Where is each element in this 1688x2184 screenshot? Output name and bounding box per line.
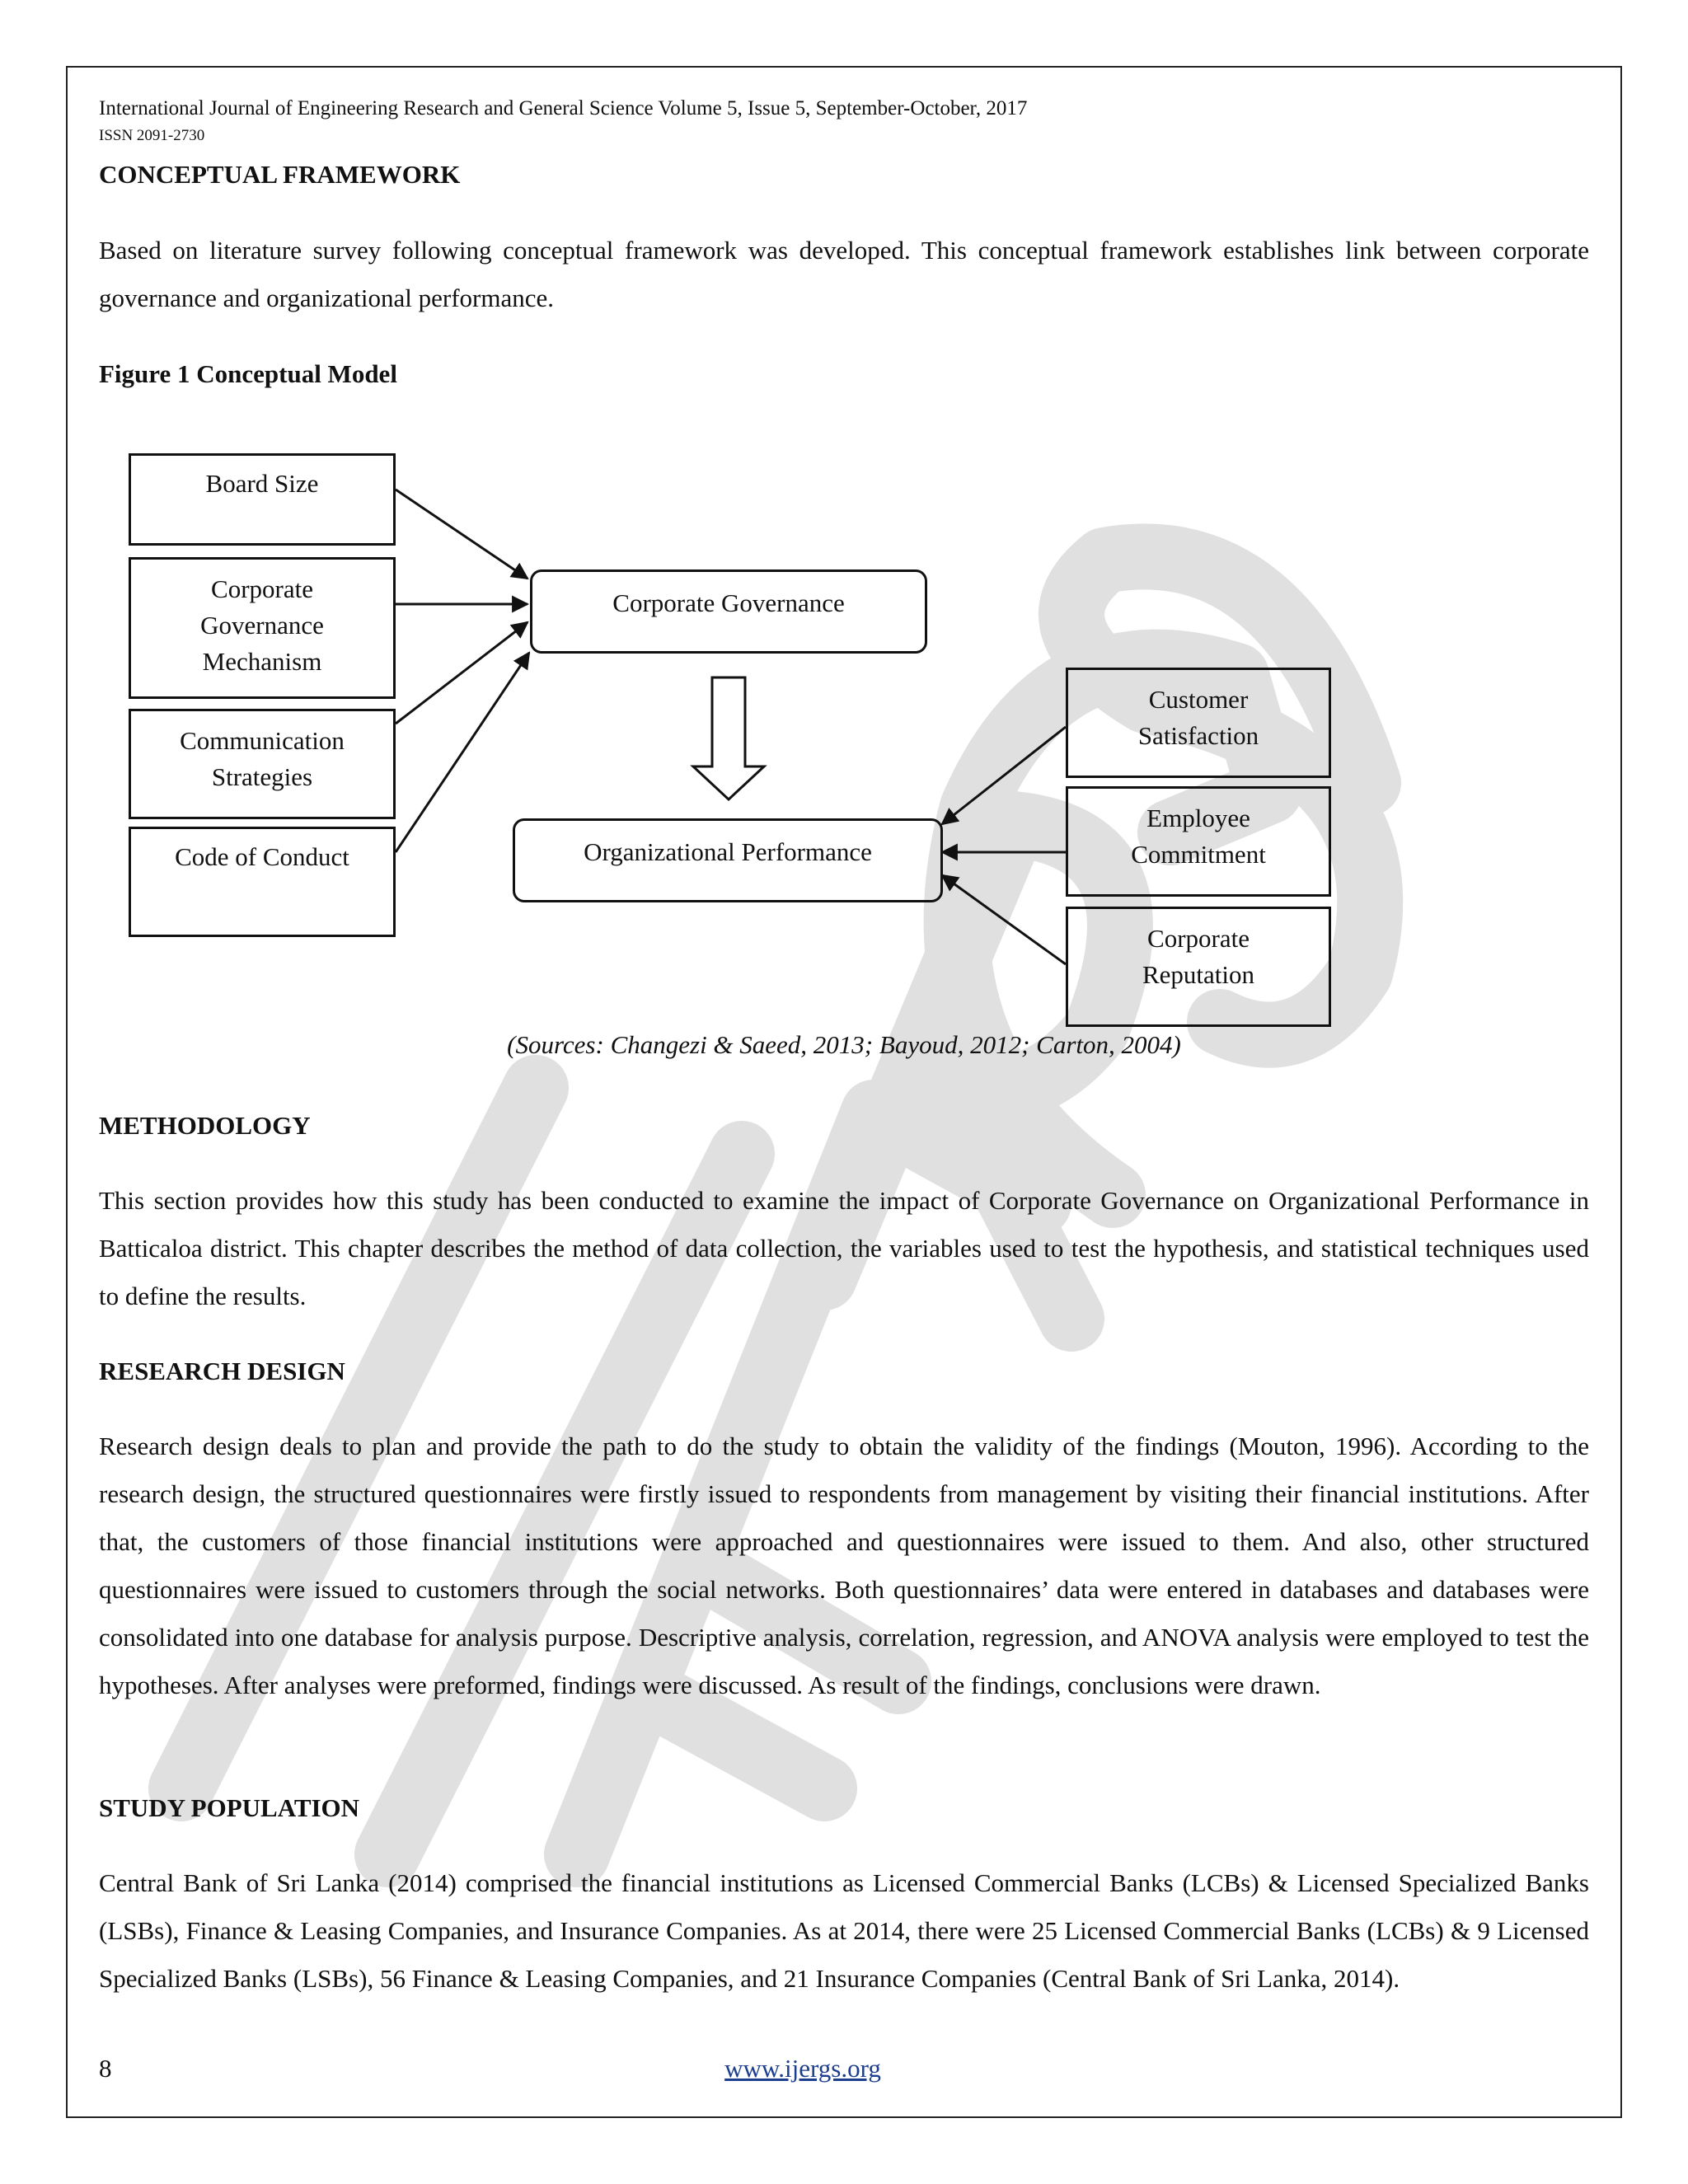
- heading-study-population: STUDY POPULATION: [99, 1793, 360, 1822]
- arrow-board-size: [396, 490, 528, 579]
- page-number: 8: [99, 2054, 112, 2083]
- arrow-code-of-conduct: [396, 653, 529, 852]
- box-board-size: Board Size: [129, 453, 396, 546]
- journal-header: International Journal of Engineering Research and General Science Volume 5, Issue 5, September-October, 2017: [99, 97, 1028, 120]
- box-code-of-conduct: Code of Conduct: [129, 827, 396, 937]
- website-link[interactable]: www.ijergs.org: [724, 2054, 881, 2083]
- box-corporate-governance: Corporate Governance: [530, 569, 927, 654]
- hollow-down-arrow: [693, 677, 764, 799]
- paragraph-methodology: This section provides how this study has been conducted to examine the impact of Corporate Governance on Organizational Performance in Batticaloa district. This chapter describes the method of data collection, the variables used to test the hypothesis, and statistical techniques used to define the results.: [99, 1186, 1589, 1310]
- heading-conceptual-framework: CONCEPTUAL FRAMEWORK: [99, 160, 461, 189]
- figure-sources: (Sources: Changezi & Saeed, 2013; Bayoud, 2012; Carton, 2004): [507, 1030, 1181, 1059]
- arrow-corporate-reputation: [942, 875, 1066, 964]
- arrow-communication: [396, 622, 528, 724]
- box-corporate-reputation: Corporate Reputation: [1066, 907, 1331, 1027]
- paragraph-research-design: Research design deals to plan and provide the path to do the study to obtain the validity of the findings (Mouton, 1996). According to the research design, the structured questionnaires were firstly issued to respondents from management by visiting their financial institutions. After that, the customers of those financial institutions were approached and questionnaires were issued to them. And also, other structured questionnaires were issued to customers through the social networks. Both questionnaires’ data were entered in databases and databases were consolidated into one database for analysis purpose. Descriptive analysis, correlation, regression, and ANOVA analysis were employed to test the hypotheses. After analyses were preformed, findings were discussed. As result of the findings, conclusions were drawn.: [99, 1432, 1589, 1699]
- arrow-customer-satisfaction: [942, 727, 1066, 824]
- box-customer-satisfaction: Customer Satisfaction: [1066, 668, 1331, 778]
- paragraph-study-population: Central Bank of Sri Lanka (2014) comprised the financial institutions as Licensed Commercial Banks (LCBs) & Licensed Specialized Banks (LSBs), Finance & Leasing Companies, and Insurance Companies. As at 2014, there were 25 Licensed Commercial Banks (LCBs) & 9 Licensed Specialized Banks (LSBs), 56 Finance & Leasing Companies, and 21 Insurance Companies (Central Bank of Sri Lanka, 2014).: [99, 1868, 1589, 1993]
- paragraph-conceptual-framework: Based on literature survey following conceptual framework was developed. This conceptual framework establishes link between corporate governance and organizational performance.: [99, 236, 1589, 312]
- figure-caption: Figure 1 Conceptual Model: [99, 359, 397, 388]
- issn-line: ISSN 2091-2730: [99, 127, 205, 144]
- box-organizational-performance: Organizational Performance: [513, 818, 943, 902]
- box-communication-strategies: Communication Strategies: [129, 709, 396, 819]
- heading-methodology: METHODOLOGY: [99, 1111, 311, 1140]
- heading-research-design: RESEARCH DESIGN: [99, 1357, 345, 1385]
- box-employee-commitment: Employee Commitment: [1066, 786, 1331, 897]
- box-cg-mechanism: Corporate Governance Mechanism: [129, 557, 396, 699]
